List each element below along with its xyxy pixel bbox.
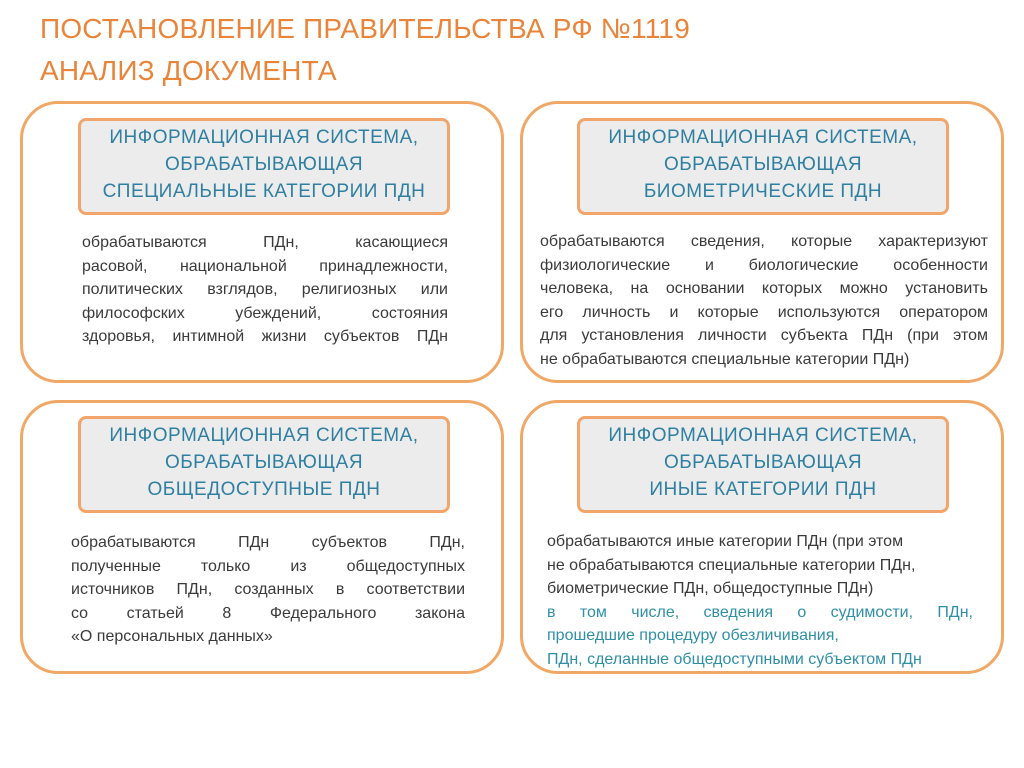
body-line: полученные только из общедоступных	[71, 557, 465, 575]
header-line: ОБРАБАТЫВАЮЩАЯ	[663, 154, 863, 175]
body-line: со статьей 8 Федерального закона	[71, 604, 465, 622]
page-title	[40, 8, 690, 92]
card-header	[577, 416, 949, 513]
header-line: ОБРАБАТЫВАЮЩАЯ	[663, 452, 863, 473]
highlight-line: ПДн, сделанные общедоступными субъектом ПДн	[547, 650, 922, 668]
body-line: расовой, национальной принадлежности,	[82, 257, 448, 275]
body-line: не обрабатываются специальные категории ПДн)	[540, 350, 910, 368]
body-line: философских убеждений, состояния	[82, 304, 448, 322]
header-line: ИНФОРМАЦИОННАЯ СИСТЕМА,	[608, 127, 918, 148]
card-public	[20, 400, 504, 674]
card-other-categories	[520, 400, 1004, 674]
header-line: БИОМЕТРИЧЕСКИЕ ПДН	[643, 181, 883, 202]
body-line: обрабатываются ПДн субъектов ПДн,	[71, 534, 465, 551]
card-header	[577, 118, 949, 215]
body-line: для установления личности субъекта ПДн (при этом	[540, 327, 988, 344]
highlight-line: прошедшие процедуру обезличивания,	[547, 627, 839, 644]
title-line-2: АНАЛИЗ ДОКУМЕНТА	[40, 55, 337, 86]
card-biometric	[520, 101, 1004, 383]
header-line: ИНФОРМАЦИОННАЯ СИСТЕМА,	[608, 425, 918, 446]
body-line: человека, на основании которых можно установить	[540, 280, 988, 297]
header-line: ОБЩЕДОСТУПНЫЕ ПДН	[147, 479, 381, 500]
body-line: не обрабатываются специальные категории ПДн,	[547, 556, 916, 574]
card-header	[78, 118, 450, 215]
card-body	[82, 231, 448, 349]
body-line: физиологические и биологические особенности	[540, 256, 988, 274]
header-line: СПЕЦИАЛЬНЫЕ КАТЕГОРИИ ПДН	[102, 181, 426, 202]
card-body	[547, 530, 973, 671]
body-line: его личность и которые используются оператором	[540, 303, 988, 321]
header-line: ОБРАБАТЫВАЮЩАЯ	[164, 452, 364, 473]
body-line: обрабатываются ПДн, касающиеся	[82, 234, 448, 251]
header-line: ИНФОРМАЦИОННАЯ СИСТЕМА,	[109, 425, 419, 446]
highlight-line: в том числе, сведения о судимости, ПДн,	[547, 603, 973, 621]
body-line: биометрические ПДн, общедоступные ПДн)	[547, 580, 874, 597]
body-line: обрабатываются иные категории ПДн (при этом	[547, 533, 904, 550]
title-line-1: ПОСТАНОВЛЕНИЕ ПРАВИТЕЛЬСТВА РФ №1119	[40, 13, 690, 44]
header-line: ИНЫЕ КАТЕГОРИИ ПДН	[649, 479, 877, 500]
body-line: источников ПДн, созданных в соответствии	[71, 581, 465, 598]
body-line: политических взглядов, религиозных или	[82, 281, 448, 298]
body-line: здоровья, интимной жизни субъектов ПДн	[82, 328, 448, 345]
card-body	[71, 531, 465, 649]
card-body	[540, 230, 988, 371]
header-line: ОБРАБАТЫВАЮЩАЯ	[164, 154, 364, 175]
body-line: «О персональных данных»	[71, 628, 273, 645]
body-line: обрабатываются сведения, которые характеризуют	[540, 233, 988, 250]
header-line: ИНФОРМАЦИОННАЯ СИСТЕМА,	[109, 127, 419, 148]
card-header	[78, 416, 450, 513]
card-special-categories	[20, 101, 504, 383]
